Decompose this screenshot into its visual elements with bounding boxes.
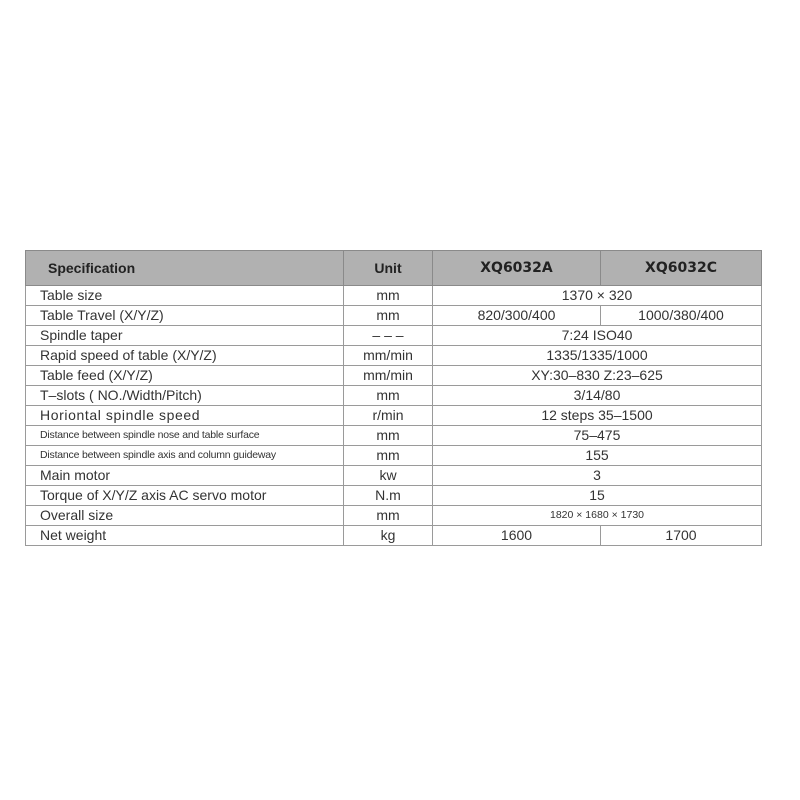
spec-name: Distance between spindle axis and column guideway [26, 446, 344, 466]
spec-value-c: 1000/380/400 [601, 306, 762, 326]
table-row [26, 466, 762, 486]
table-row [26, 446, 762, 466]
spec-name: Spindle taper [26, 326, 344, 346]
table-row [26, 426, 762, 446]
header-model-a: XQ6032A [433, 251, 601, 286]
spec-unit: r/min [344, 406, 433, 426]
spec-value: XY:30–830 Z:23–625 [433, 366, 762, 386]
spec-unit: mm [344, 446, 433, 466]
spec-name: Distance between spindle nose and table surface [26, 426, 344, 446]
spec-value: 12 steps 35–1500 [433, 406, 762, 426]
spec-name: Table size [26, 286, 344, 306]
spec-value: 75–475 [433, 426, 762, 446]
spec-value-a: 820/300/400 [433, 306, 601, 326]
spec-name: Torque of X/Y/Z axis AC servo motor [26, 486, 344, 506]
header-model-c: XQ6032C [601, 251, 762, 286]
table-row [26, 326, 762, 346]
spec-name: T–slots ( NO./Width/Pitch) [26, 386, 344, 406]
spec-value-c: 1700 [601, 526, 762, 546]
spec-name: Net weight [26, 526, 344, 546]
spec-unit: – – – [344, 326, 433, 346]
table-row [26, 406, 762, 426]
spec-unit: mm [344, 386, 433, 406]
spec-unit: mm [344, 506, 433, 526]
table-row [26, 386, 762, 406]
spec-name: Horiontal spindle speed [26, 406, 344, 426]
spec-name: Table feed (X/Y/Z) [26, 366, 344, 386]
spec-name: Main motor [26, 466, 344, 486]
spec-name: Rapid speed of table (X/Y/Z) [26, 346, 344, 366]
spec-unit: kg [344, 526, 433, 546]
spec-unit: mm [344, 306, 433, 326]
header-specification: Specification [26, 251, 344, 286]
spec-value: 3 [433, 466, 762, 486]
spec-value: 1820 × 1680 × 1730 [433, 506, 762, 526]
spec-value: 1335/1335/1000 [433, 346, 762, 366]
spec-name: Table Travel (X/Y/Z) [26, 306, 344, 326]
table-row [26, 286, 762, 306]
spec-value: 3/14/80 [433, 386, 762, 406]
header-unit: Unit [344, 251, 433, 286]
spec-unit: mm/min [344, 366, 433, 386]
header-row [26, 251, 762, 286]
spec-unit: kw [344, 466, 433, 486]
table-row [26, 346, 762, 366]
table-row [26, 486, 762, 506]
table-row [26, 306, 762, 326]
spec-name: Overall size [26, 506, 344, 526]
spec-unit: N.m [344, 486, 433, 506]
table-row [26, 366, 762, 386]
spec-value-a: 1600 [433, 526, 601, 546]
spec-value: 15 [433, 486, 762, 506]
spec-value: 7:24 ISO40 [433, 326, 762, 346]
spec-unit: mm [344, 286, 433, 306]
spec-unit: mm/min [344, 346, 433, 366]
spec-value: 155 [433, 446, 762, 466]
specification-table [25, 250, 762, 546]
table-row [26, 526, 762, 546]
spec-value: 1370 × 320 [433, 286, 762, 306]
spec-unit: mm [344, 426, 433, 446]
table-row [26, 506, 762, 526]
